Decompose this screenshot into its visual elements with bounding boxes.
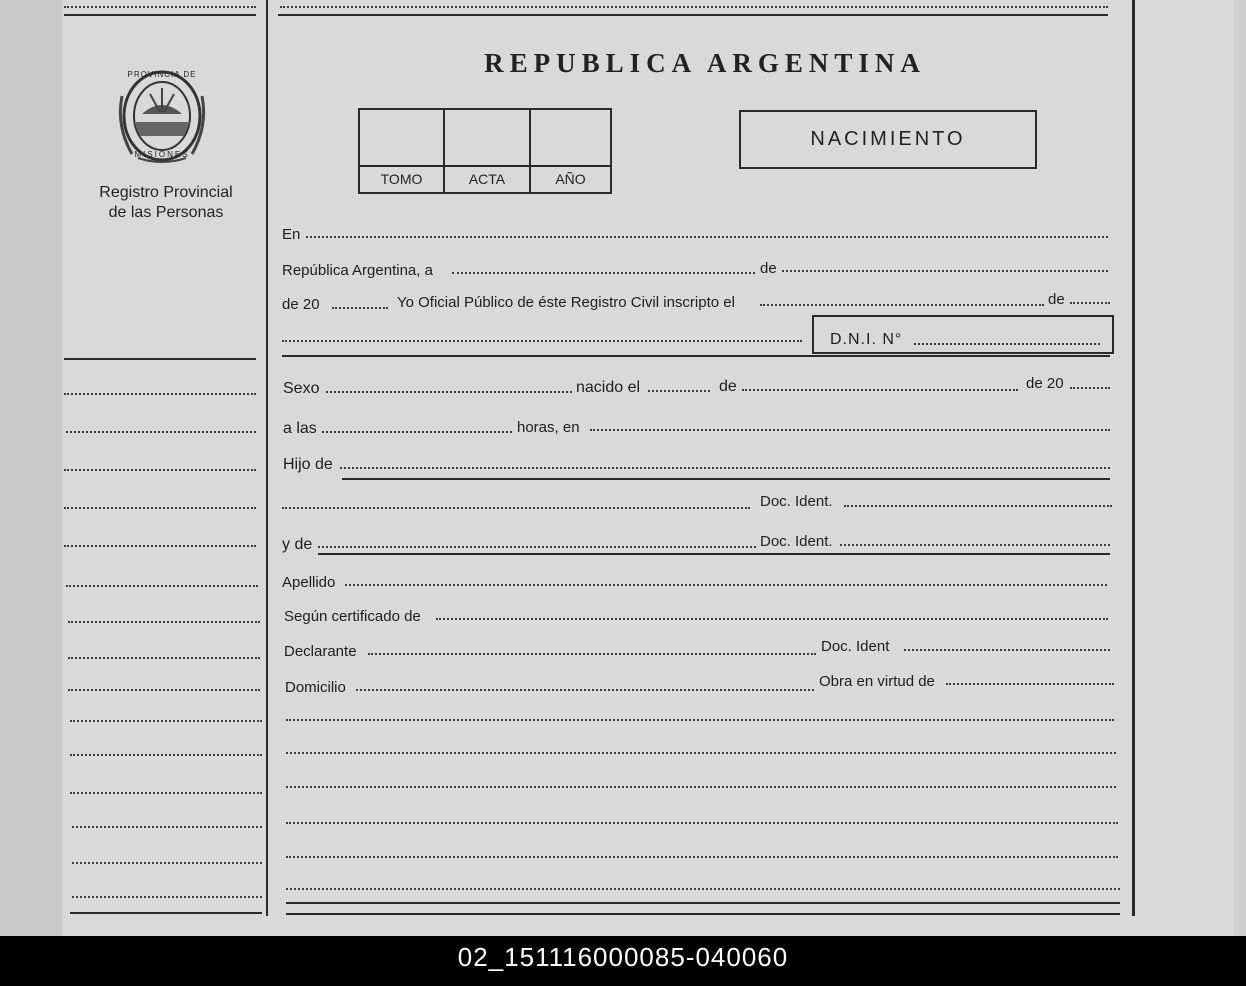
birth-year-field[interactable] — [1070, 387, 1110, 389]
acta-label: ACTA — [445, 165, 531, 192]
segun-certificado-label: Según certificado de — [284, 608, 421, 625]
tomo-label: TOMO — [360, 165, 445, 192]
left-column-rule — [64, 358, 256, 360]
birth-day-field[interactable] — [648, 390, 710, 392]
sexo-field[interactable] — [326, 391, 572, 393]
bottom-rule-2 — [286, 913, 1120, 915]
hijo-de-label: Hijo de — [283, 456, 333, 473]
dni-field[interactable] — [914, 343, 1100, 345]
hour-field[interactable] — [322, 431, 512, 433]
left-blank-line[interactable] — [66, 585, 258, 587]
declarante-doc-field[interactable] — [904, 649, 1110, 651]
birth-place-field[interactable] — [590, 429, 1110, 431]
dni-box — [812, 315, 1114, 354]
remarks-line[interactable] — [286, 822, 1118, 824]
right-page-edge — [1234, 0, 1246, 936]
left-blank-line[interactable] — [70, 720, 262, 722]
de-20-label-b: de 20 — [1026, 375, 1064, 392]
remarks-line[interactable] — [286, 719, 1114, 721]
inscripto-field[interactable] — [760, 304, 1044, 306]
top-rule-right — [278, 14, 1108, 16]
doc-ident-label-1: Doc. Ident. — [760, 493, 833, 510]
bottom-rule — [286, 902, 1120, 904]
left-blank-line[interactable] — [72, 862, 262, 864]
page-title: REPUBLICA ARGENTINA — [484, 48, 926, 78]
remarks-line[interactable] — [286, 752, 1116, 754]
apellido-field[interactable] — [345, 584, 1107, 586]
month-field[interactable] — [782, 270, 1108, 272]
acta-cell[interactable] — [445, 110, 531, 165]
section-rule — [282, 355, 1110, 357]
left-blank-line[interactable] — [68, 621, 260, 623]
parent1-doc-field[interactable] — [844, 505, 1112, 507]
hijo-de-rule — [342, 478, 1110, 480]
top-rule-left — [64, 14, 256, 16]
parent1-field[interactable] — [340, 467, 1110, 469]
apellido-label: Apellido — [282, 574, 336, 591]
de-label-2: de — [1048, 291, 1065, 308]
frame-left-line — [266, 0, 268, 916]
domicilio-label: Domicilio — [285, 679, 346, 696]
anio-label: AÑO — [531, 165, 610, 192]
parent2-field[interactable] — [318, 546, 756, 548]
obra-en-virtud-label: Obra en virtud de — [819, 673, 935, 690]
left-blank-line[interactable] — [64, 469, 256, 471]
parent2-doc-field[interactable] — [840, 544, 1110, 546]
en-field[interactable] — [306, 236, 1108, 238]
en-label: En — [282, 226, 301, 243]
record-number-box — [358, 108, 612, 194]
left-blank-line[interactable] — [70, 792, 262, 794]
doc-ident-label-2: Doc. Ident. — [760, 533, 833, 550]
de-20-label: de 20 — [282, 296, 320, 313]
registry-name-line2: de las Personas — [108, 204, 224, 221]
de-label-3: de — [719, 378, 737, 395]
sexo-label: Sexo — [283, 380, 320, 397]
dni-label: D.N.I. N° — [830, 331, 903, 348]
inscripto-de-field[interactable] — [1070, 302, 1110, 304]
left-bottom-rule — [70, 912, 262, 914]
remarks-line[interactable] — [286, 888, 1120, 890]
remarks-line[interactable] — [286, 786, 1116, 788]
oficial-name-field[interactable] — [282, 340, 802, 342]
left-blank-line[interactable] — [72, 896, 262, 898]
registry-name — [66, 183, 266, 223]
left-blank-line[interactable] — [68, 689, 260, 691]
left-blank-line[interactable] — [66, 431, 256, 433]
year-field[interactable] — [332, 307, 388, 309]
scan-id-bar: 02_151116000085-040060 — [0, 936, 1246, 986]
left-blank-line[interactable] — [68, 657, 260, 659]
left-blank-line[interactable] — [72, 826, 262, 828]
top-dots-left — [64, 6, 256, 8]
doc-ident-label-3: Doc. Ident — [821, 638, 890, 655]
remarks-line[interactable] — [286, 856, 1118, 858]
left-blank-line[interactable] — [64, 393, 256, 395]
de-label-1: de — [760, 260, 777, 277]
left-page-edge — [0, 0, 62, 936]
nacido-el-label: nacido el — [576, 379, 641, 396]
oficial-label: Yo Oficial Público de éste Registro Civil inscripto el — [397, 294, 735, 311]
y-de-label: y de — [282, 536, 313, 553]
left-blank-line[interactable] — [70, 754, 262, 756]
parent1-cont-field[interactable] — [282, 507, 750, 509]
certificado-field[interactable] — [436, 618, 1108, 620]
top-dots-right — [280, 6, 1108, 8]
declarante-field[interactable] — [368, 653, 816, 655]
left-blank-line[interactable] — [64, 507, 256, 509]
republica-label: República Argentina, a — [282, 262, 433, 279]
horas-en-label: horas, en — [517, 419, 580, 436]
day-field[interactable] — [452, 272, 755, 274]
anio-cell[interactable] — [531, 110, 610, 165]
certificate-type-box: NACIMIENTO — [739, 110, 1037, 169]
seal-bottom-text: MISIONES — [134, 150, 190, 159]
y-de-rule — [318, 553, 1110, 555]
left-blank-line[interactable] — [64, 545, 256, 547]
birth-month-field[interactable] — [742, 389, 1018, 391]
tomo-cell[interactable] — [360, 110, 445, 165]
declarante-label: Declarante — [284, 643, 357, 660]
registry-name-line1: Registro Provincial — [99, 184, 233, 201]
obra-field[interactable] — [946, 683, 1114, 685]
a-las-label: a las — [283, 420, 317, 437]
seal-top-text: PROVINCIA DE — [127, 70, 197, 79]
frame-right-line — [1132, 0, 1135, 916]
domicilio-field[interactable] — [356, 689, 814, 691]
